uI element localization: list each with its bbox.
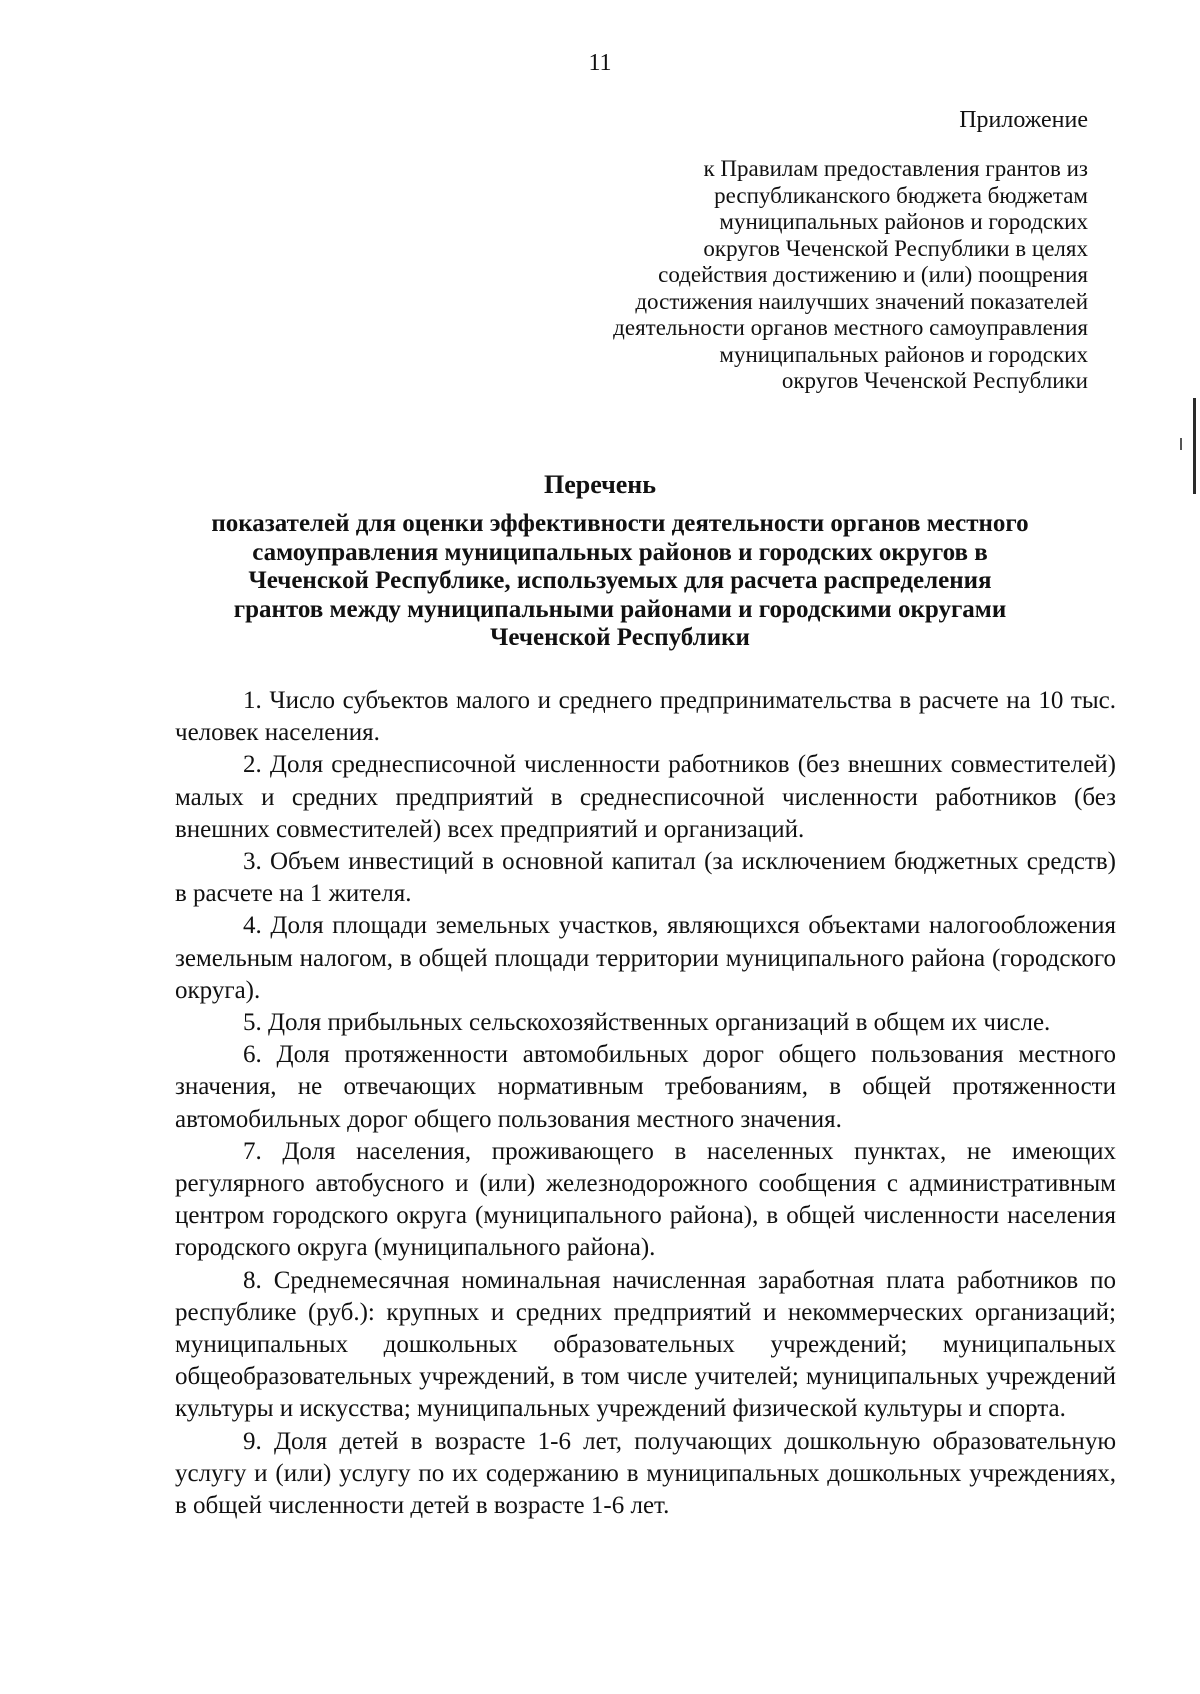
appendix-title: Приложение [959,107,1088,133]
indicator-item: 8. Среднемесячная номинальная начисленная заработная плата работников по республике (руб.): крупных и средних предприятий и некоммерческих организаций; муниципальных дошкольных образовательных учреждений; муниципальных общеобразовательных учреждений, в том числе учителей; муниципальных учреждений культуры и искусства; муниципальных учреждений физической культуры и спорта. [175,1266,1116,1423]
page-number: 11 [588,50,612,76]
indicator-item: 1. Число субъектов малого и среднего предпринимательства в расчете на 10 тыс. человек населения. [175,687,1116,747]
indicator-item: 2. Доля среднесписочной численности работников (без внешних совместителей) малых и средних предприятий в среднесписочной численности работников (без внешних совместителей) всех предприятий и организаций. [175,751,1116,843]
appendix-line: к Правилам предоставления грантов из [703,156,1088,181]
appendix-line: округов Чеченской Республики [781,368,1088,393]
appendix-line: республиканского бюджета бюджетам [714,182,1088,208]
indicator-item: 7. Доля населения, проживающего в населенных пунктах, не имеющих регулярного автобусного и (или) железнодорожного сообщения с административным центром городского округа (муниципального района), в общей численности населения городского округа (муниципального района). [175,1137,1116,1262]
appendix-header [528,106,1088,395]
indicator-item: 3. Объем инвестиций в основной капитал (за исключением бюджетных средств) в расчете на 1 жителя. [175,848,1116,908]
indicator-item: 6. Доля протяженности автомобильных дорог общего пользования местного значения, не отвечающих нормативным требованиям, в общей протяженности автомобильных дорог общего пользования местного значения. [175,1041,1116,1133]
subtitle-line: самоуправления муниципальных районов и городских округов в [252,538,988,566]
indicator-item: 9. Доля детей в возрасте 1-6 лет, получающих дошкольную образовательную услугу и (или) услугу по их содержанию в муниципальных дошкольных учреждениях, в общей численности детей в возрасте 1-6 лет. [175,1427,1116,1520]
appendix-line: муниципальных районов и городских [719,209,1088,234]
subtitle-line: грантов между муниципальными районами и городскими округами [233,595,1007,623]
indicator-item: 4. Доля площади земельных участков, являющихся объектами налогообложения земельным налогом, в общей площади территории муниципального района (городского округа). [175,912,1116,1004]
appendix-line: округов Чеченской Республики в целях [703,235,1088,261]
document-subtitle [160,510,1080,653]
indicator-list [175,685,1116,1522]
subtitle-line: Чеченской Республике, используемых для расчета распределения [248,567,992,594]
document-title: Перечень [543,470,657,499]
indicator-item: 5. Доля прибыльных сельскохозяйственных организаций в общем их числе. [243,1009,1051,1037]
appendix-line: содействия достижению и (или) поощрения [658,262,1088,287]
appendix-line: деятельности органов местного самоуправления [613,315,1088,340]
subtitle-line: Чеченской Республики [490,624,750,651]
appendix-line: муниципальных районов и городских [719,341,1088,367]
subtitle-line: показателей для оценки эффективности деятельности органов местного [211,510,1029,537]
scan-tick-mark [1180,438,1182,450]
appendix-line: достижения наилучших значений показателей [635,288,1088,314]
appendix-reference [528,156,1088,395]
